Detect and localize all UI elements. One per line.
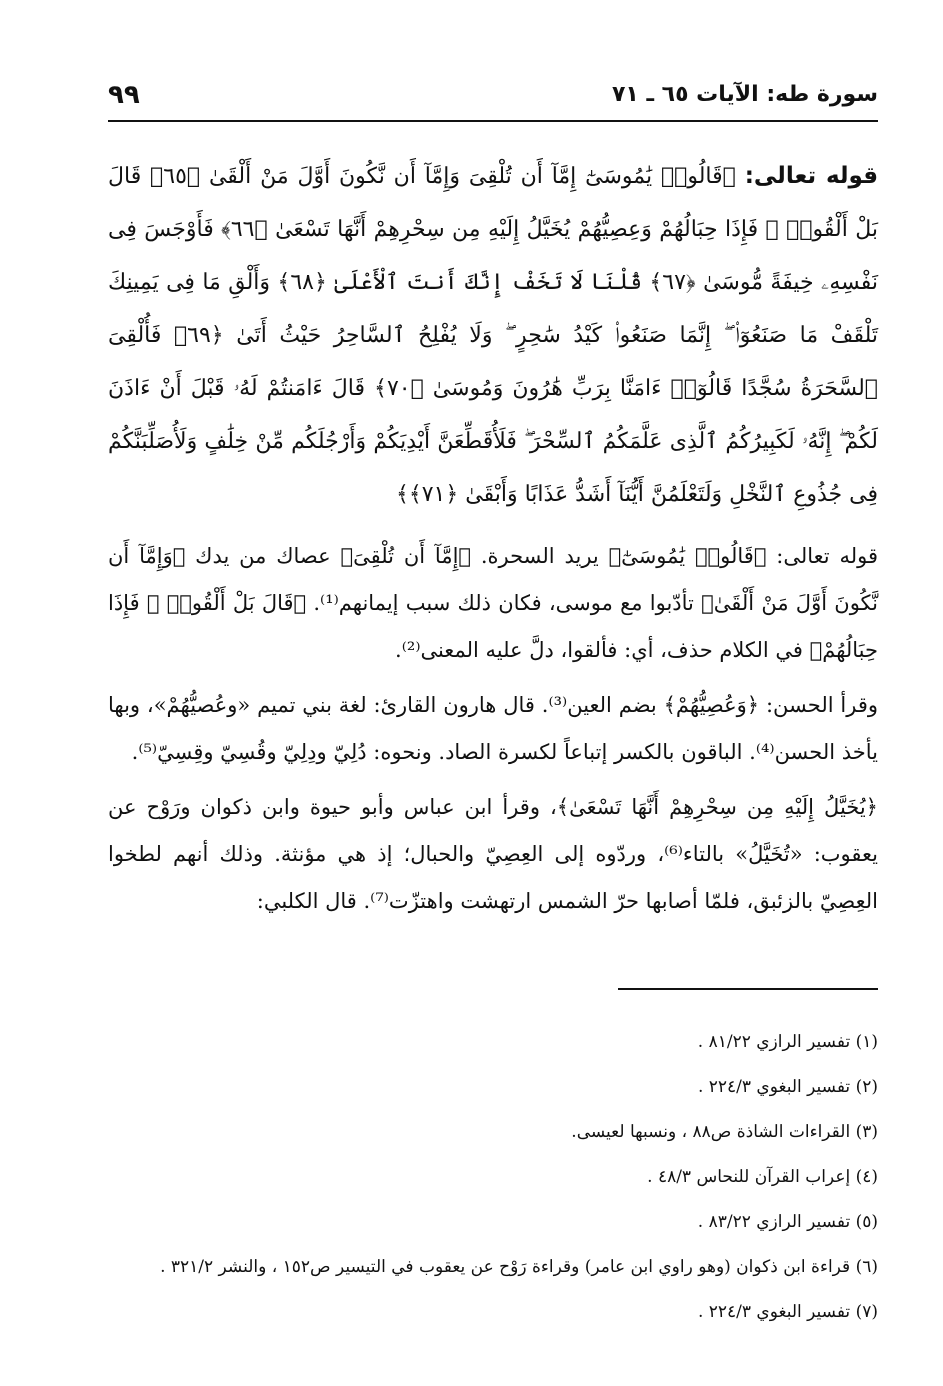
running-title: سورة طه: الآيات ٦٥ ـ ٧١: [611, 82, 878, 107]
page-header: [108, 80, 878, 124]
footnote-3: (٣) القراءات الشاذة ص٨٨ ، ونسبها لعيسى.: [571, 1122, 878, 1142]
verse-lead: قوله تعالى:: [744, 163, 879, 189]
footnote-6: (٦) قراءة ابن ذكوان (وهو راوي ابن عامر) وقراءة رَوْح عن يعقوب في التيسير ص١٥٢ ، والنشر ٣٢١/٢ .: [160, 1257, 878, 1277]
page-number: ٩٩: [108, 80, 140, 110]
footnote-rule: [618, 988, 878, 990]
commentary-paragraph-3: ﴿يُخَيَّلُ إِلَيْهِ مِن سِحْرِهِمْ أَنَّهَا تَسْعَىٰ﴾، وقرأ ابن عباس وأبو حيوة وابن ذكوان ورَوْح عن يعقوب: «تُخَيَّلُ» بالتاء⁽⁶⁾، وردّوه إلى العِصِيّ والحبال؛ إذ هي مؤنثة. وذلك أنهم لطخوا العِصِيّ بالزئبق، فلمّا أصابها حرّ الشمس ارتهشت واهتزّت⁽⁷⁾. قال الكلبي:: [108, 795, 878, 913]
footnote-4: (٤) إعراب القرآن للنحاس ٤٨/٣ .: [647, 1167, 878, 1187]
quran-verse-block: [108, 150, 878, 521]
footnote-7: (٧) تفسير البغوي ٢٢٤/٣ .: [697, 1302, 878, 1322]
header-rule: [108, 120, 878, 122]
main-text: [108, 150, 878, 933]
footnote-5: (٥) تفسير الرازي ٨٣/٢٢ .: [697, 1212, 878, 1232]
footnote-1: (١) تفسير الرازي ٨١/٢٢ .: [697, 1032, 878, 1052]
footnotes: [108, 1020, 878, 1335]
commentary-paragraph-2: وقرأ الحسن: ﴿وَعُصِيُّهُمْ﴾ بضم العين⁽³⁾. قال هارون القارئ: لغة بني تميم «وعُصيُّهُمْ»، وبها يأخذ الحسن⁽⁴⁾. الباقون بالكسر إتباعاً لكسرة الصاد. ونحوه: دُلِيّ ودِلِيّ وقُسِيّ وقِسِيّ⁽⁵⁾.: [108, 693, 879, 764]
commentary-paragraph-1: قوله تعالى: ﴿قَالُوا۟ يَٰمُوسَىٰٓ﴾ يريد السحرة. ﴿إِمَّآ أَن تُلْقِىَ﴾ عصاك من يدك ﴿وَإِمَّآ أَن نَّكُونَ أَوَّلَ مَنْ أَلْقَىٰ﴾ تأدّبوا مع موسى، فكان ذلك سبب إيمانهم⁽¹⁾. ﴿قَالَ بَلْ أَلْقُوا۟ ۖ فَإِذَا حِبَالُهُمْ﴾ في الكلام حذف، أي: فألقوا، دلَّ عليه المعنى⁽²⁾.: [108, 544, 878, 662]
verse-text: ﴿قَالُوا۟ يَٰمُوسَىٰٓ إِمَّآ أَن تُلْقِىَ وَإِمَّآ أَن نَّكُونَ أَوَّلَ مَنْ أَلْقَىٰ ﴿٦٥﴾ قَالَ بَلْ أَلْقُوا۟ ۖ فَإِذَا حِبَالُهُمْ وَعِصِيُّهُمْ يُخَيَّلُ إِلَيْهِ مِن سِحْرِهِمْ أَنَّهَا تَسْعَىٰ ﴿٦٦﴾ فَأَوْجَسَ فِى نَفْسِهِۦ خِيفَةً مُّوسَىٰ ﴿٦٧﴾ قُلْنَا لَا تَخَفْ إِنَّكَ أَنتَ ٱلْأَعْلَىٰ ﴿٦٨﴾ وَأَلْقِ مَا فِى يَمِينِكَ تَلْقَفْ مَا صَنَعُوٓا۟ ۖ إِنَّمَا صَنَعُوا۟ كَيْدُ سَٰحِرٍ ۖ وَلَا يُفْلِحُ ٱلسَّاحِرُ حَيْثُ أَتَىٰ ﴿٦٩﴾ فَأُلْقِىَ ٱلسَّحَرَةُ سُجَّدًا قَالُوٓا۟ ءَامَنَّا بِرَبِّ هَٰرُونَ وَمُوسَىٰ ﴿٧٠﴾ قَالَ ءَامَنتُمْ لَهُۥ قَبْلَ أَنْ ءَاذَنَ لَكُمْ ۖ إِنَّهُۥ لَكَبِيرُكُمُ ٱلَّذِى عَلَّمَكُمُ ٱلسِّحْرَ ۖ فَلَأُقَطِّعَنَّ أَيْدِيَكُمْ وَأَرْجُلَكُم مِّنْ خِلَٰفٍ وَلَأُصَلِّبَنَّكُمْ فِى جُذُوعِ ٱلنَّخْلِ وَلَتَعْلَمُنَّ أَيُّنَآ أَشَدُّ عَذَابًا وَأَبْقَىٰ ﴿٧١﴾﴾: [108, 164, 879, 507]
footnote-2: (٢) تفسير البغوي ٢٢٤/٣ .: [697, 1077, 878, 1097]
